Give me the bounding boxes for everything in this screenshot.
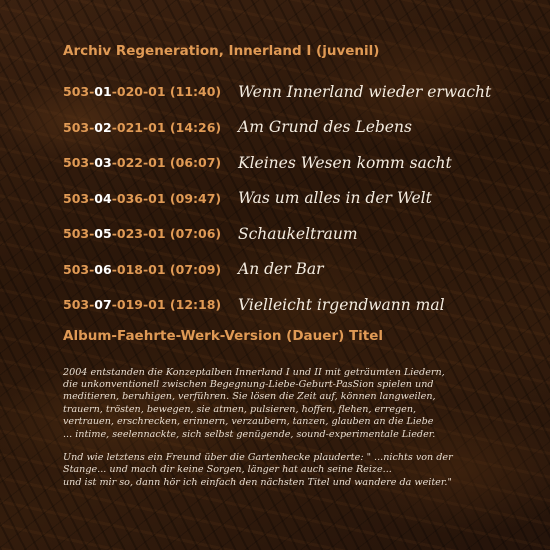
column-legend: Album-Faehrte-Werk-Version (Dauer) Titel — [63, 327, 384, 344]
track-code: 503-07-019-01 (12:18) — [63, 297, 222, 313]
description-paragraph — [63, 452, 533, 489]
track-title: Was um alles in der Welt — [238, 189, 432, 208]
description-line: Und wie letztens ein Freund über die Gartenhecke plauderte: " ...nichts von der — [63, 451, 453, 463]
track-row[interactable] — [63, 74, 533, 110]
track-number: 07 — [94, 297, 112, 313]
track-row[interactable] — [63, 252, 533, 288]
album-description — [63, 367, 533, 490]
track-number: 06 — [94, 261, 112, 277]
description-line: vertrauen, erschrecken, erinnern, verzaubern, tanzen, glauben an die Liebe — [63, 416, 434, 428]
description-line: ... intime, seelennackte, sich selbst genügende, sound-experimentale Lieder. — [63, 428, 436, 440]
track-row[interactable] — [63, 110, 533, 146]
track-title: Kleines Wesen komm sacht — [238, 153, 452, 172]
track-title: Wenn Innerland wieder erwacht — [238, 82, 492, 101]
track-number: 04 — [94, 190, 112, 206]
track-title: Am Grund des Lebens — [238, 118, 412, 137]
description-line: 2004 entstanden die Konzeptalben Innerland I und II mit geträumten Liedern, — [63, 366, 445, 378]
track-number: 05 — [94, 226, 112, 242]
description-paragraph — [63, 367, 533, 441]
track-list — [63, 74, 533, 323]
track-row[interactable] — [63, 216, 533, 252]
album-header: Archiv Regeneration, Innerland I (juvenil) — [63, 43, 380, 59]
track-code: 503-01-020-01 (11:40) — [63, 84, 222, 100]
track-number: 02 — [94, 119, 112, 135]
track-title: Vielleicht irgendwann mal — [238, 295, 445, 314]
track-code: 503-03-022-01 (06:07) — [63, 155, 222, 171]
track-title: Schaukeltraum — [238, 224, 358, 243]
track-title: An der Bar — [238, 260, 324, 279]
track-row[interactable] — [63, 145, 533, 181]
track-code: 503-02-021-01 (14:26) — [63, 119, 222, 135]
track-number: 03 — [94, 155, 112, 171]
track-row[interactable] — [63, 181, 533, 217]
track-code: 503-06-018-01 (07:09) — [63, 261, 222, 277]
track-code: 503-04-036-01 (09:47) — [63, 190, 222, 206]
description-line: und ist mir so, dann hör ich einfach den nächsten Titel und wandere da weiter." — [63, 476, 452, 488]
track-code: 503-05-023-01 (07:06) — [63, 226, 222, 242]
description-line: Stange... und mach dir keine Sorgen, länger hat auch seine Reize... — [63, 464, 392, 476]
description-line: trauern, trösten, bewegen, sie atmen, pulsieren, hoffen, flehen, erregen, — [63, 403, 417, 415]
description-line: die unkonventionell zwischen Begegnung-Liebe-Geburt-PasSion spielen und — [63, 378, 434, 390]
track-row[interactable] — [63, 287, 533, 323]
description-line: meditieren, beruhigen, verführen. Sie lösen die Zeit auf, können langweilen, — [63, 391, 436, 403]
liner-notes-panel — [63, 40, 533, 500]
track-number: 01 — [94, 84, 112, 100]
